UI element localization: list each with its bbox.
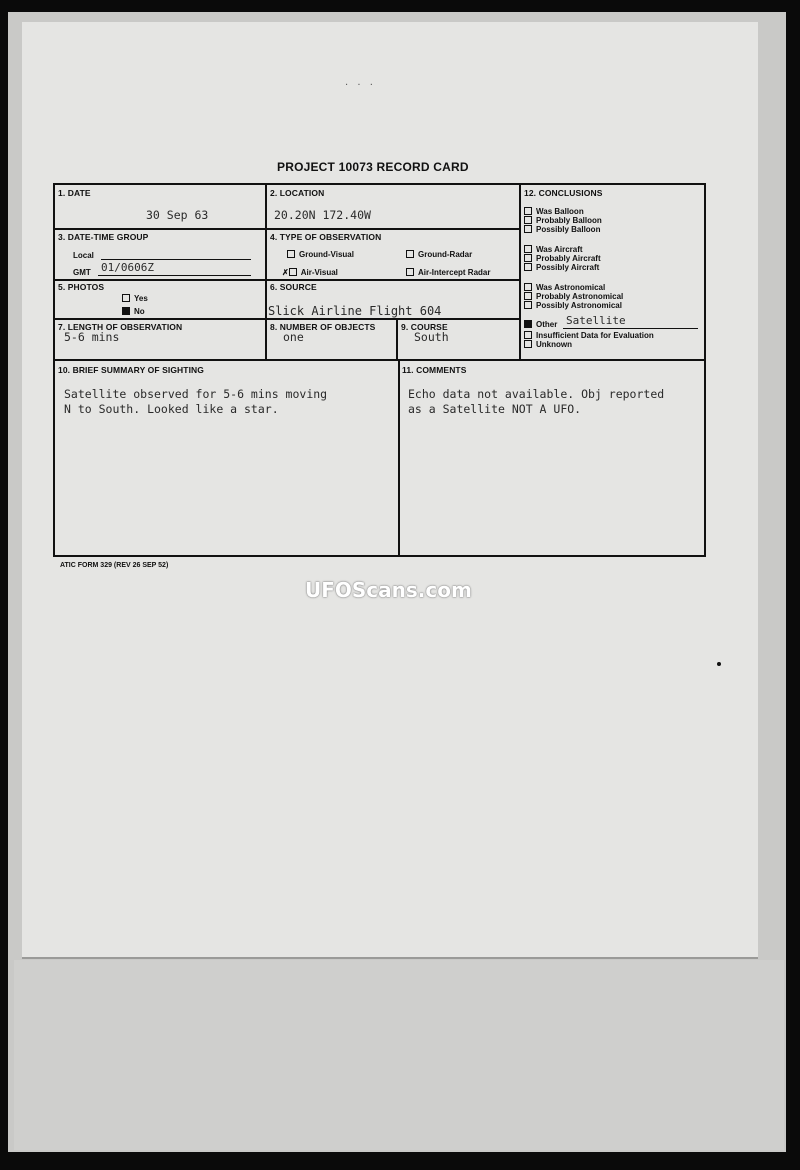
checkbox-icon [524,331,532,339]
dtg-gmt-label: GMT [73,268,91,277]
photos-yes-option: Yes [122,294,148,303]
checkbox-icon [524,225,532,233]
conclusions-rest-group [524,331,654,349]
checkbox-icon [524,263,532,271]
checkbox-icon [289,268,297,276]
other-line [563,328,698,329]
divider [55,279,519,281]
location-label: 2. LOCATION [270,188,325,198]
type-option-air-visual: ✗ Air-Visual [282,268,338,277]
checkbox-icon [122,294,130,302]
lower-sheet [14,960,784,1150]
checked-box-icon [122,307,130,315]
dtg-local-label: Local [73,251,94,260]
scan-specks: · · · [345,80,376,91]
checkbox-icon [524,207,532,215]
conclusion-option: Was Astronomical [524,283,623,292]
conclusions-astronomical-group [524,283,623,310]
length-value: 5-6 mins [64,330,120,344]
conclusion-option: Insufficient Data for Evaluation [524,331,654,340]
check-mark-icon: ✗ [282,268,289,277]
checked-box-icon [524,320,532,328]
checkbox-icon [524,301,532,309]
checkbox-icon [406,250,414,258]
conclusion-option: Possibly Astronomical [524,301,623,310]
location-value: 20.20N 172.40W [274,208,371,222]
length-label: 7. LENGTH OF OBSERVATION [58,322,183,332]
conclusion-other-value: Satellite [566,314,626,327]
photos-label: 5. PHOTOS [58,282,105,292]
dtg-label: 3. DATE-TIME GROUP [58,232,149,242]
type-label: 4. TYPE OF OBSERVATION [270,232,382,242]
checkbox-icon [406,268,414,276]
comments-line-1: Echo data not available. Obj reported [408,387,665,401]
checkbox-icon [524,254,532,262]
comments-label: 11. COMMENTS [402,365,467,375]
source-label: 6. SOURCE [270,282,317,292]
dtg-gmt-line [98,275,251,276]
photos-no-option: No [122,307,145,316]
checkbox-icon [524,292,532,300]
type-option-ground-radar: Ground-Radar [406,250,472,259]
conclusion-option: Possibly Aircraft [524,263,601,272]
conclusion-option: Probably Aircraft [524,254,601,263]
divider [519,185,521,359]
conclusion-option: Unknown [524,340,654,349]
form-footer: ATIC FORM 329 (REV 26 SEP 52) [60,562,169,569]
conclusion-option: Was Aircraft [524,245,601,254]
conclusions-aircraft-group [524,245,601,272]
scan-speck [717,662,721,666]
conclusion-option: Probably Astronomical [524,292,623,301]
summary-line-2: N to South. Looked like a star. [64,402,279,416]
summary-line-1: Satellite observed for 5-6 mins moving [64,387,328,401]
checkbox-icon [524,340,532,348]
source-value: Slick Airline Flight 604 [268,304,442,318]
type-option-air-intercept-radar: Air-Intercept Radar [406,268,490,277]
course-label: 9. COURSE [401,322,448,332]
conclusion-option: Probably Balloon [524,216,602,225]
conclusion-option: Was Balloon [524,207,602,216]
divider [55,318,519,320]
page-title: PROJECT 10073 RECORD CARD [277,160,469,174]
divider [265,185,267,359]
summary-label: 10. BRIEF SUMMARY OF SIGHTING [58,365,204,375]
course-value: South [414,330,449,344]
type-option-ground-visual: Ground-Visual [287,250,354,259]
checkbox-icon [524,216,532,224]
conclusions-label: 12. CONCLUSIONS [524,188,603,198]
conclusion-option: Possibly Balloon [524,225,602,234]
checkbox-icon [287,250,295,258]
date-label: 1. DATE [58,188,91,198]
conclusion-other: Other [524,320,557,329]
dtg-local-line [101,259,251,260]
watermark-text: UFOScans.com [305,578,472,602]
divider [398,359,400,555]
objects-label: 8. NUMBER OF OBJECTS [270,322,376,332]
date-value: 30 Sep 63 [146,208,209,222]
conclusions-balloon-group [524,207,602,234]
divider [55,228,519,230]
objects-value: one [283,330,304,344]
comments-line-2: as a Satellite NOT A UFO. [408,402,582,416]
divider [55,359,704,361]
checkbox-icon [524,283,532,291]
checkbox-icon [524,245,532,253]
dtg-gmt-value: 01/0606Z [101,261,154,274]
divider [396,318,398,359]
